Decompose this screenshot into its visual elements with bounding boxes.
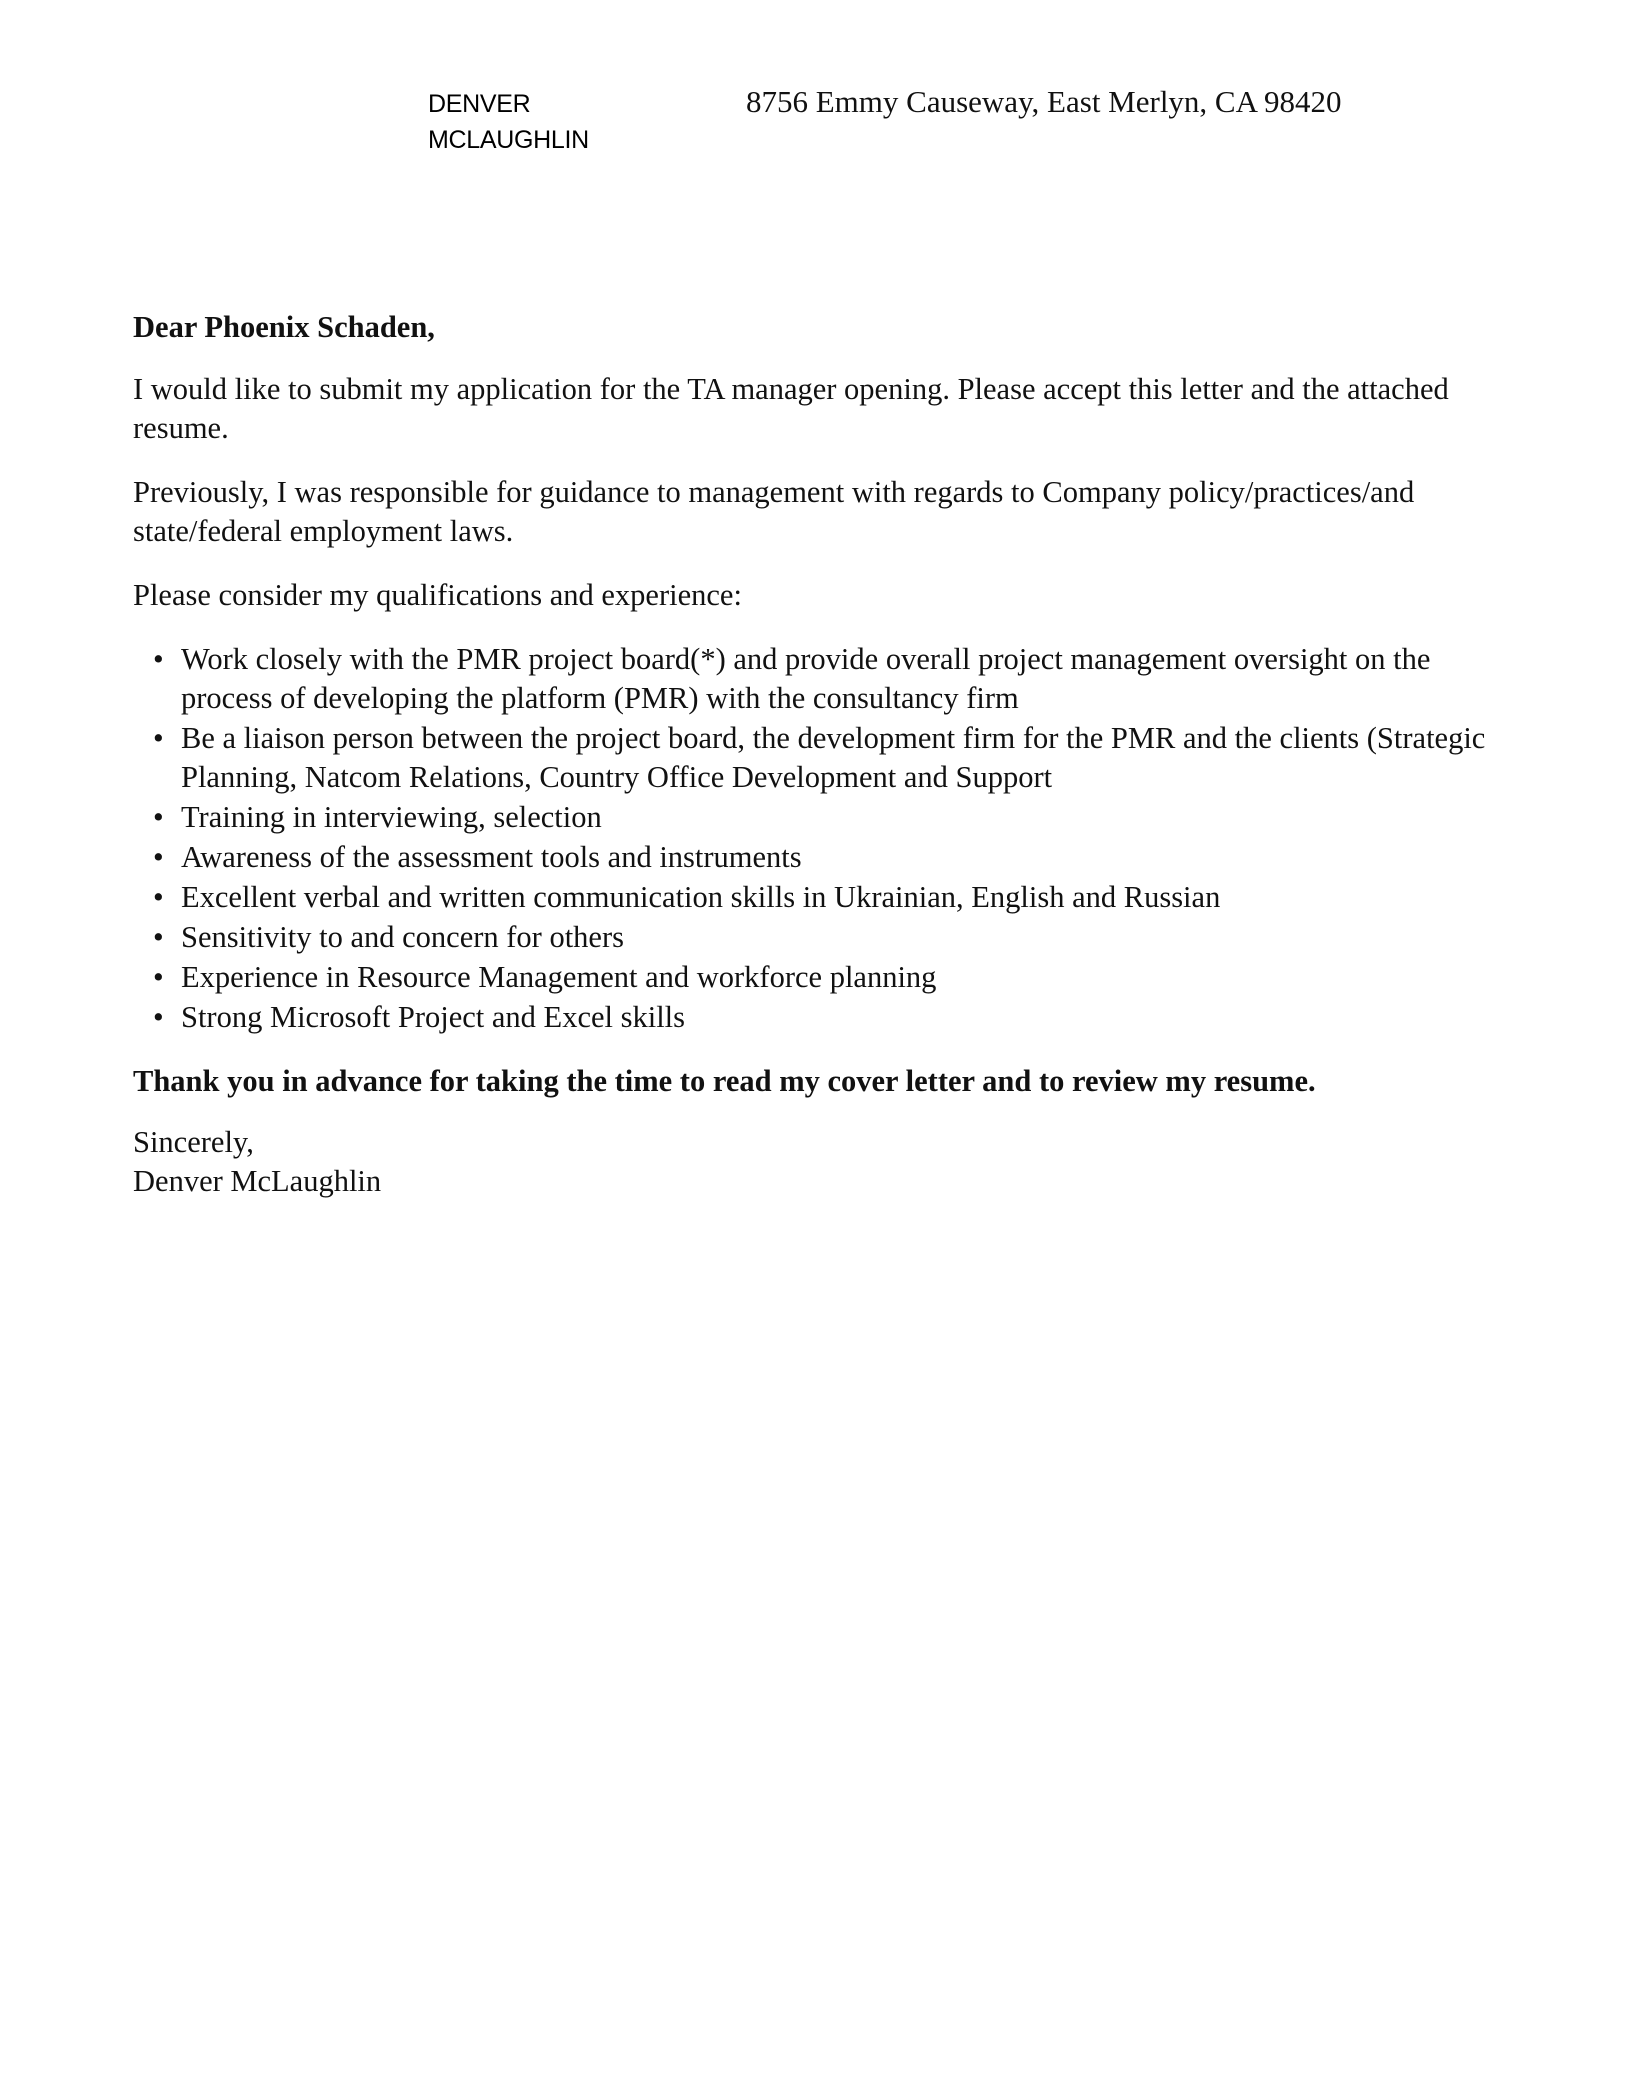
list-item	[133, 958, 1503, 997]
sender-name-last: MCLAUGHLIN	[428, 126, 589, 154]
list-item-text: Training in interviewing, selection	[181, 800, 602, 834]
bullet-icon: •	[153, 800, 164, 834]
salutation: Dear Phoenix Schaden,	[133, 310, 435, 344]
list-item-text: Work closely with the PMR project board(*) and provide overall project management oversight on the process of developing the platform (PMR) with the consultancy firm	[181, 642, 1431, 715]
experience-paragraph: Previously, I was responsible for guidance to management with regards to Company policy/practices/and state/federal employment laws.	[133, 475, 1415, 548]
bullet-icon: •	[153, 840, 164, 874]
bullet-icon: •	[153, 1000, 164, 1034]
list-item-text: Experience in Resource Management and workforce planning	[181, 960, 937, 994]
bullet-icon: •	[153, 642, 164, 676]
list-item	[133, 719, 1503, 797]
sender-name	[428, 86, 589, 158]
list-item-text: Awareness of the assessment tools and instruments	[181, 840, 802, 874]
bullet-icon: •	[153, 960, 164, 994]
intro-paragraph: I would like to submit my application for the TA manager opening. Please accept this letter and the attached resume.	[133, 372, 1449, 445]
qualifications-list	[133, 640, 1503, 1037]
list-item	[133, 640, 1503, 718]
sender-name-first: DENVER	[428, 90, 531, 118]
letter-body	[133, 308, 1503, 1201]
list-item	[133, 998, 1503, 1037]
bullet-icon: •	[153, 721, 164, 755]
letter-header	[428, 84, 1428, 164]
qualifications-intro: Please consider my qualifications and experience:	[133, 578, 742, 612]
list-item	[133, 798, 1503, 837]
bullet-icon: •	[153, 920, 164, 954]
signature-name: Denver McLaughlin	[133, 1164, 382, 1198]
signoff-block	[133, 1123, 1503, 1201]
sender-address: 8756 Emmy Causeway, East Merlyn, CA 98420	[746, 84, 1342, 119]
list-item-text: Sensitivity to and concern for others	[181, 920, 624, 954]
list-item-text: Strong Microsoft Project and Excel skills	[181, 1000, 686, 1034]
list-item	[133, 838, 1503, 877]
bullet-icon: •	[153, 880, 164, 914]
closing-line: Thank you in advance for taking the time to read my cover letter and to review my resume.	[133, 1064, 1316, 1098]
list-item	[133, 918, 1503, 957]
list-item-text: Be a liaison person between the project board, the development firm for the PMR and the clients (Strategic Planning, Natcom Relations, Country Office Development and Support	[181, 721, 1486, 794]
list-item	[133, 878, 1503, 917]
signoff: Sincerely,	[133, 1125, 254, 1159]
list-item-text: Excellent verbal and written communication skills in Ukrainian, English and Russian	[181, 880, 1221, 914]
